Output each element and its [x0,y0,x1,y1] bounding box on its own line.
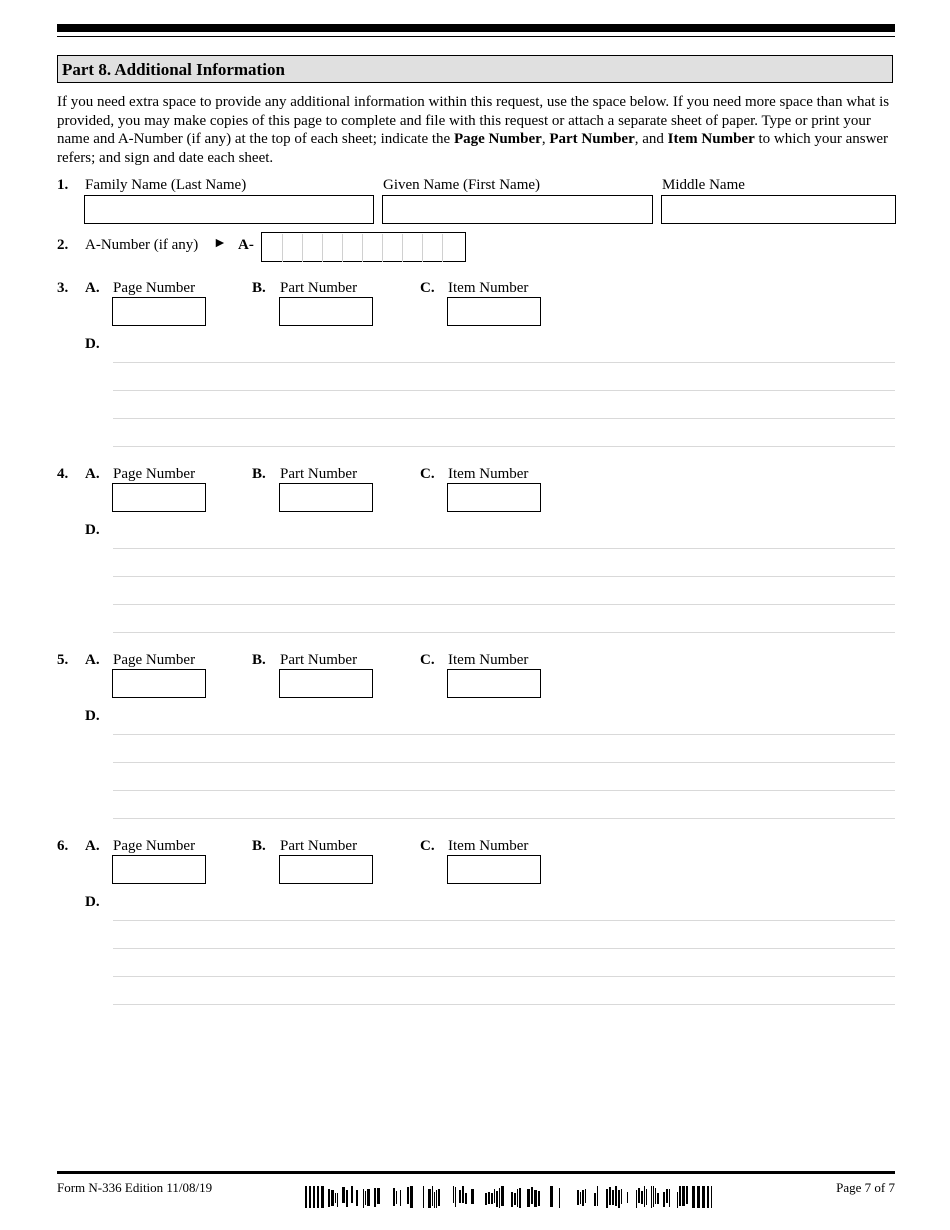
sub-item-a-letter: A. [85,838,100,854]
sub-item-d-letter: D. [85,336,100,352]
answer-line[interactable] [113,604,895,605]
answer-line[interactable] [113,418,895,419]
answer-line[interactable] [113,790,895,791]
answer-line[interactable] [113,632,895,633]
part-number-field[interactable] [279,483,373,512]
sub-item-c-letter: C. [420,280,435,296]
page-number-label: Page Number [113,652,196,668]
sub-item-b-letter: B. [252,838,266,854]
item-number-field[interactable] [447,483,541,512]
item-number-field[interactable] [447,855,541,884]
a-number-cell-divider [282,234,283,262]
arrow-right-icon: ► [213,236,227,251]
part-number-label: Part Number [280,280,358,296]
answer-line[interactable] [113,390,895,391]
item-number-label: Item Number [448,652,529,668]
item-number-field[interactable] [447,669,541,698]
a-number-cell-divider [382,234,383,262]
answer-line[interactable] [113,446,895,447]
sub-item-d-letter: D. [85,522,100,538]
item-number: 3. [57,280,69,296]
sub-item-d-letter: D. [85,894,100,910]
part-number-label: Part Number [280,466,358,482]
given-name-field[interactable] [382,195,653,224]
page-number-label: Page Number [113,466,196,482]
sub-item-c-letter: C. [420,652,435,668]
answer-line[interactable] [113,920,895,921]
page-number-field[interactable] [112,483,206,512]
answer-line[interactable] [113,362,895,363]
a-number-label: A-Number (if any) [85,237,199,253]
a-number-field[interactable] [261,232,466,262]
part-number-label: Part Number [280,652,358,668]
family-name-label: Family Name (Last Name) [85,177,247,193]
item-number: 2. [57,237,69,253]
item-number: 1. [57,177,69,193]
part-number-field[interactable] [279,855,373,884]
a-number-cell-divider [422,234,423,262]
a-number-cell-divider [322,234,323,262]
sub-item-d-letter: D. [85,708,100,724]
answer-line[interactable] [113,576,895,577]
page-number: Page 7 of 7 [836,1180,895,1195]
part-number-label: Part Number [280,838,358,854]
page-number-label: Page Number [113,838,196,854]
sub-item-b-letter: B. [252,652,266,668]
a-number-prefix: A- [238,237,254,253]
middle-name-field[interactable] [661,195,896,224]
answer-line[interactable] [113,818,895,819]
answer-line[interactable] [113,1004,895,1005]
sub-item-b-letter: B. [252,466,266,482]
sub-item-c-letter: C. [420,838,435,854]
barcode [305,1186,712,1208]
sub-item-b-letter: B. [252,280,266,296]
item-number: 4. [57,466,69,482]
family-name-field[interactable] [84,195,374,224]
answer-line[interactable] [113,976,895,977]
top-rule-thin [57,36,895,37]
sub-item-a-letter: A. [85,466,100,482]
a-number-cell-divider [302,234,303,262]
given-name-label: Given Name (First Name) [383,177,541,193]
sub-item-a-letter: A. [85,280,100,296]
top-rule-thick [57,24,895,32]
answer-line[interactable] [113,762,895,763]
answer-line[interactable] [113,734,895,735]
item-number: 6. [57,838,69,854]
a-number-cell-divider [402,234,403,262]
part-number-field[interactable] [279,669,373,698]
sub-item-a-letter: A. [85,652,100,668]
middle-name-label: Middle Name [662,177,745,193]
answer-line[interactable] [113,548,895,549]
a-number-cell-divider [442,234,443,262]
item-number-label: Item Number [448,838,529,854]
part-number-field[interactable] [279,297,373,326]
a-number-cell-divider [342,234,343,262]
page-number-field[interactable] [112,297,206,326]
instructions-text: If you need extra space to provide any additional information within this request, use the space below. If you need more space than what is provided, you may make copies of this page to complete and file with this request or attach a separate sheet of paper. Type or print your name and A-Number (if any) at the top of each sheet; indicate the Page Number, Part Number, and Item Number to which your answer refers; and sign and date each sheet. [57,94,890,166]
item-number-label: Item Number [448,466,529,482]
sub-item-c-letter: C. [420,466,435,482]
part-header: Part 8. Additional Information [57,55,893,83]
a-number-cell-divider [362,234,363,262]
page-number-field[interactable] [112,855,206,884]
footer-rule [57,1171,895,1174]
item-number-field[interactable] [447,297,541,326]
page-number-field[interactable] [112,669,206,698]
page-number-label: Page Number [113,280,196,296]
item-number: 5. [57,652,69,668]
item-number-label: Item Number [448,280,529,296]
form-edition: Form N-336 Edition 11/08/19 [57,1180,213,1195]
answer-line[interactable] [113,948,895,949]
